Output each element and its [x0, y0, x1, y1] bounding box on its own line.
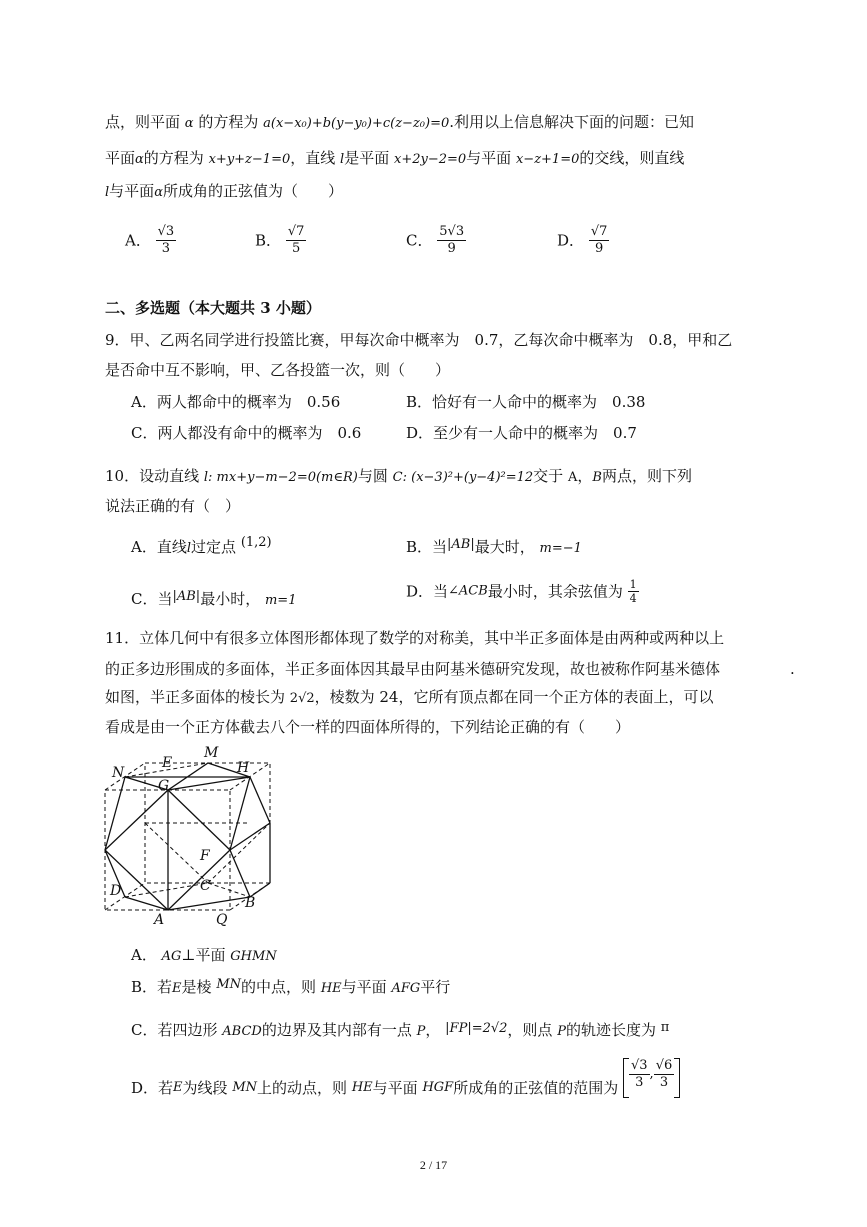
q9-option-a: A．两人都命中的概率为 0.56	[131, 393, 341, 411]
math-point: E	[172, 981, 182, 996]
text: 上的动点，则	[257, 1079, 348, 1097]
label-m: M	[204, 745, 219, 761]
math-plane: GHMN	[230, 949, 277, 964]
label-g: G	[158, 778, 170, 794]
label-q: Q	[216, 912, 228, 928]
q8-option-b	[255, 224, 306, 268]
text: 与平面	[109, 182, 155, 200]
math-eq: x+2y−2=0	[394, 152, 467, 167]
math-l: l	[105, 185, 110, 200]
q9-line2: 是否命中互不影响，甲、乙各投篮一次，则（ ）	[105, 361, 451, 379]
fraction	[628, 578, 639, 605]
math-segment: AG	[161, 949, 182, 964]
text: 是平面	[344, 149, 390, 167]
math-plane: AFG	[391, 981, 421, 996]
q10-line2: 说法正确的有（ ）	[105, 497, 241, 515]
q11-line3	[105, 687, 713, 709]
q8-option-a	[125, 224, 176, 268]
text: C．当	[131, 590, 173, 608]
numerator: √7	[287, 224, 305, 239]
text: C．若四边形	[131, 1021, 218, 1039]
q11-option-d	[131, 1058, 680, 1112]
denominator: 3	[659, 1075, 669, 1090]
top-face	[125, 763, 250, 790]
closed-interval	[623, 1058, 680, 1098]
label-b: B	[245, 895, 256, 911]
math-quadrilateral: ABCD	[222, 1024, 262, 1039]
math-point: (1,2)	[240, 535, 272, 550]
numerator: √3	[630, 1058, 648, 1073]
math-alpha: α	[184, 116, 194, 131]
text: ，棱数为 24，它所有顶点都在同一个正方体的表面上，可以	[314, 688, 714, 706]
text: 的方程为	[143, 149, 204, 167]
text: ，则点	[507, 1021, 553, 1039]
fraction	[156, 224, 177, 257]
q10-option-b	[406, 537, 582, 559]
comma: ,	[649, 1066, 654, 1082]
denominator: 4	[629, 592, 637, 605]
denominator: 9	[594, 241, 604, 256]
q8-line2	[105, 148, 684, 170]
text: 的边界及其内部有一点	[261, 1021, 412, 1039]
math-point: E	[173, 1080, 183, 1095]
math-point: P	[557, 1024, 566, 1039]
math-line-equation: l: mx+y−m−2=0(m∈R)	[203, 470, 358, 485]
text: A．直线	[131, 538, 187, 556]
q8-option-d	[557, 224, 609, 268]
hidden-edge	[208, 823, 270, 883]
q10-option-a	[131, 537, 272, 559]
denominator: 9	[447, 241, 456, 256]
q8-line3	[105, 181, 343, 203]
q11-line1: 11．立体几何中有很多立体图形都体现了数学的对称美，其中半正多面体是由两种或两种以上	[105, 629, 725, 647]
math-circle-equation: C: (x−3)²+(y−4)²=12	[392, 470, 534, 485]
option-label: C．	[406, 231, 433, 250]
option-label: B．	[255, 231, 282, 250]
math-pi: π	[660, 1020, 670, 1035]
text: 与圆	[357, 467, 388, 485]
q11-line2-period: .	[790, 660, 795, 678]
hidden-edge	[125, 883, 208, 897]
denominator: 5	[291, 241, 301, 256]
text: B．当	[406, 538, 448, 556]
math-alpha: α	[135, 152, 144, 167]
text: 点，则平面	[105, 113, 181, 131]
numerator: √3	[157, 224, 175, 239]
numerator: 1	[629, 578, 637, 591]
text: D．若	[131, 1079, 174, 1097]
label-c: C	[200, 878, 211, 894]
text: 最小时，其余弦值为	[487, 582, 623, 601]
numerator: √7	[590, 224, 608, 239]
cuboctahedron-figure	[100, 745, 280, 935]
math-l: l	[186, 541, 192, 556]
q9-line1: 9．甲、乙两名同学进行投篮比赛，甲每次命中概率为 0.7，乙每次命中概率为 0.8，甲和乙	[105, 331, 733, 349]
math-distance: |FP|=2√2	[445, 1021, 508, 1036]
text: 如图，半正多面体的棱长为	[105, 688, 286, 706]
section-heading: 二、多选题（本大题共 3 小题）	[105, 299, 321, 317]
hidden-edge	[208, 883, 250, 897]
q8-option-c	[406, 224, 466, 268]
q10-option-c	[131, 589, 296, 611]
denominator: 3	[161, 241, 171, 256]
math-abs: |AB|	[447, 537, 475, 552]
option-label: D．	[557, 231, 585, 250]
solid-edge	[168, 790, 230, 850]
fraction	[654, 1058, 675, 1091]
text: 的轨迹长度为	[565, 1021, 656, 1039]
text: ，直线	[290, 149, 336, 167]
fraction	[589, 224, 610, 257]
solid-edge	[250, 777, 270, 823]
text: 平行	[420, 978, 451, 996]
q11-line2: 的正多边形围成的多面体，半正多面体因其最早由阿基米德研究发现，故也被称作阿基米德体	[105, 660, 721, 678]
math-alpha: α	[154, 185, 163, 200]
text: 所成角的正弦值为（ ）	[162, 182, 343, 200]
q9-option-d: D．至少有一人命中的概率为 0.7	[406, 424, 637, 442]
text: B．若	[131, 978, 173, 996]
denominator: 3	[635, 1075, 644, 1090]
math-edge: MN	[216, 977, 242, 992]
text: A．	[131, 946, 157, 964]
math-plane-equation: a(x−x₀)+b(y−y₀)+c(z−z₀)=0	[263, 116, 450, 131]
text: 最大时，	[474, 538, 535, 556]
text: 与平面	[466, 149, 512, 167]
text: ，	[577, 467, 593, 485]
text: 两点，则下列	[601, 467, 692, 485]
math-edge: MN	[232, 1080, 258, 1095]
text: 与平面	[341, 978, 387, 996]
page-number: 2 / 17	[419, 1158, 448, 1172]
q11-option-c	[131, 1020, 669, 1042]
math-l: l	[340, 152, 345, 167]
q11-option-a	[131, 945, 277, 967]
label-a: A	[154, 912, 165, 928]
text: 为线段	[182, 1079, 228, 1097]
q9-option-b: B．恰好有一人命中的概率为 0.38	[406, 393, 646, 411]
numerator: 5√3	[439, 224, 465, 239]
q8-line1	[105, 112, 694, 134]
math-abs: |AB|	[172, 589, 201, 604]
text: 平面	[105, 149, 136, 167]
math-angle: ∠ACB	[448, 583, 488, 599]
hidden-edge	[145, 823, 208, 883]
math-eq: x+y+z−1=0	[208, 152, 291, 167]
math-m: m=−1	[539, 541, 582, 556]
text: 10．设动直线	[105, 467, 200, 485]
math-segment: HE	[320, 981, 342, 996]
solid-edge	[230, 850, 250, 897]
math-point: A	[567, 470, 578, 485]
label-f: F	[200, 848, 210, 864]
math-eq: x−z+1=0	[515, 152, 580, 167]
solid-edge	[105, 790, 168, 850]
fraction	[437, 224, 466, 257]
text: 是棱	[181, 978, 212, 996]
label-h: H	[237, 760, 250, 776]
option-label: A．	[125, 231, 151, 250]
text: 交于	[533, 467, 564, 485]
numerator: √6	[655, 1058, 673, 1073]
label-n: N	[112, 765, 125, 781]
text: 的方程为	[198, 113, 259, 131]
math-segment: HE	[351, 1080, 373, 1095]
text: 最小时，	[200, 590, 261, 608]
text: ，	[425, 1021, 441, 1039]
text: ⊥平面	[181, 946, 226, 964]
fraction	[629, 1058, 650, 1091]
q11-line4: 看成是由一个正方体截去八个一样的四面体所得的，下列结论正确的有（ ）	[105, 718, 631, 736]
solid-edge	[168, 777, 250, 790]
q11-option-b	[131, 977, 450, 999]
math-point: B	[592, 470, 602, 485]
fraction	[286, 224, 307, 257]
text: 所成角的正弦值的范围为	[453, 1079, 619, 1097]
text: 过定点	[191, 538, 237, 556]
text: 的交线，则直线	[579, 149, 685, 167]
label-e: E	[162, 755, 173, 771]
text: 的中点，则	[241, 978, 317, 996]
math-point: P	[416, 1024, 426, 1039]
q10-option-d	[406, 578, 639, 618]
text: D．当	[406, 582, 449, 601]
q9-option-c: C．两人都没有命中的概率为 0.6	[131, 424, 362, 442]
text: 与平面	[372, 1079, 418, 1097]
label-d: D	[110, 883, 122, 899]
math-edge-length: 2√2	[289, 691, 315, 706]
q10-line1	[105, 466, 692, 488]
math-m: m=1	[264, 593, 297, 608]
text: .利用以上信息解决下面的问题：已知	[449, 113, 695, 131]
math-plane: HGF	[422, 1080, 454, 1095]
